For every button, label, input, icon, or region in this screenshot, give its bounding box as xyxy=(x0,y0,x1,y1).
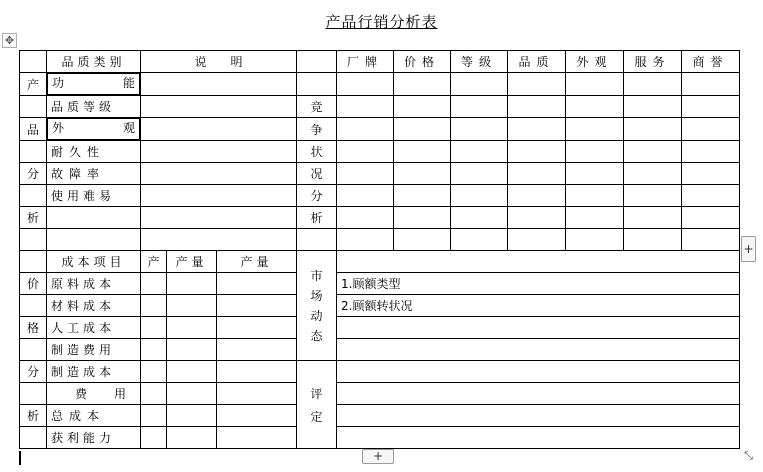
competition-cell[interactable] xyxy=(624,96,682,118)
description-cell[interactable] xyxy=(141,229,297,251)
quality-row-label-failure-rate[interactable]: 故障率 xyxy=(47,163,141,185)
price-side-char[interactable]: 分 xyxy=(20,361,47,383)
product-marketing-table xyxy=(19,50,740,449)
cost-cell[interactable] xyxy=(141,405,167,427)
competition-cell[interactable] xyxy=(624,229,682,251)
competition-cell[interactable] xyxy=(337,73,394,96)
competition-cell[interactable] xyxy=(394,141,451,163)
market-line[interactable]: 2.顾额转状况 xyxy=(337,295,740,317)
competition-cell[interactable] xyxy=(337,118,394,141)
competition-cell[interactable] xyxy=(508,163,566,185)
competition-cell[interactable] xyxy=(682,185,740,207)
cost-cell[interactable] xyxy=(217,295,297,317)
evaluation-side-char: 定 xyxy=(310,409,323,424)
quality-row-label-text xyxy=(52,74,135,94)
competition-cell[interactable] xyxy=(337,207,394,229)
cost-cell[interactable] xyxy=(141,383,167,405)
competition-cell[interactable] xyxy=(566,141,624,163)
cost-cell[interactable] xyxy=(141,295,167,317)
description-header[interactable]: 说 明 xyxy=(141,51,297,73)
table-resize-handle-icon[interactable]: ⤡ xyxy=(744,449,753,462)
product-side-cell[interactable] xyxy=(20,51,47,73)
competition-cell[interactable] xyxy=(508,207,566,229)
description-cell[interactable] xyxy=(141,163,297,185)
evaluation-line[interactable] xyxy=(337,405,740,427)
market-side-char: 动 xyxy=(310,309,323,323)
competition-header-service[interactable]: 服务 xyxy=(624,51,682,73)
competition-side-char[interactable]: 竞 xyxy=(297,96,337,118)
competition-cell[interactable] xyxy=(682,229,740,251)
price-side-cell[interactable] xyxy=(20,383,47,405)
quality-row-label-ease-of-use[interactable]: 使用难易 xyxy=(47,185,141,207)
add-row-button[interactable]: + xyxy=(362,449,394,464)
description-cell[interactable] xyxy=(141,118,297,141)
competition-cell[interactable] xyxy=(566,96,624,118)
quality-row-label-function[interactable] xyxy=(47,73,140,95)
label-glyph: 外 xyxy=(52,121,65,135)
competition-cell[interactable] xyxy=(337,141,394,163)
cost-cell[interactable] xyxy=(217,361,297,383)
cost-header-c[interactable]: 产量 xyxy=(217,251,297,273)
competition-side-char[interactable]: 分 xyxy=(297,185,337,207)
competition-cell[interactable] xyxy=(682,163,740,185)
cost-cell[interactable] xyxy=(167,405,217,427)
competition-cell[interactable] xyxy=(451,207,508,229)
quality-row-label-durability[interactable]: 耐久性 xyxy=(47,141,141,163)
competition-cell[interactable] xyxy=(394,163,451,185)
market-side-char: 场 xyxy=(310,289,323,303)
product-side-cell[interactable] xyxy=(20,229,47,251)
competition-cell[interactable] xyxy=(394,73,451,96)
competition-cell[interactable] xyxy=(566,73,624,96)
competition-header-brand[interactable]: 厂牌 xyxy=(337,51,394,73)
competition-cell[interactable] xyxy=(508,185,566,207)
cost-cell[interactable] xyxy=(217,383,297,405)
document-title: 产品行销分析表 xyxy=(325,13,438,31)
competition-side-char[interactable]: 况 xyxy=(297,163,337,185)
competition-side-cell[interactable] xyxy=(297,73,337,96)
text-cursor xyxy=(19,451,21,465)
description-cell[interactable] xyxy=(141,207,297,229)
quality-category-header[interactable]: 品质类别 xyxy=(47,51,141,73)
competition-cell[interactable] xyxy=(451,141,508,163)
label-glyph: 费 xyxy=(75,387,88,401)
evaluation-line[interactable] xyxy=(337,427,740,449)
cost-cell[interactable] xyxy=(167,339,217,361)
product-side-cell[interactable] xyxy=(20,185,47,207)
competition-cell[interactable] xyxy=(566,185,624,207)
competition-cell[interactable] xyxy=(337,163,394,185)
evaluation-side-label[interactable] xyxy=(297,361,337,449)
cost-cell[interactable] xyxy=(167,361,217,383)
competition-cell[interactable] xyxy=(682,73,740,96)
product-side-char[interactable]: 析 xyxy=(20,207,47,229)
product-side-char[interactable]: 产 xyxy=(20,73,47,96)
competition-cell[interactable] xyxy=(624,141,682,163)
product-side-cell[interactable] xyxy=(20,141,47,163)
evaluation-line[interactable] xyxy=(337,383,740,405)
competition-header-grade[interactable]: 等级 xyxy=(451,51,508,73)
competition-cell[interactable] xyxy=(566,163,624,185)
competition-cell[interactable] xyxy=(394,118,451,141)
competition-cell[interactable] xyxy=(451,96,508,118)
competition-cell[interactable] xyxy=(508,73,566,96)
label-glyph: 能 xyxy=(122,76,135,90)
label-glyph: 用 xyxy=(113,387,126,401)
competition-header-goodwill[interactable]: 商誉 xyxy=(682,51,740,73)
competition-header-quality[interactable]: 品质 xyxy=(508,51,566,73)
competition-cell[interactable] xyxy=(682,207,740,229)
cost-cell[interactable] xyxy=(217,405,297,427)
price-side-cell[interactable] xyxy=(20,339,47,361)
cost-cell[interactable] xyxy=(141,317,167,339)
competition-cell[interactable] xyxy=(451,185,508,207)
market-line[interactable]: 1.顾额类型 xyxy=(337,273,740,295)
cost-cell[interactable] xyxy=(217,339,297,361)
competition-side-char[interactable]: 争 xyxy=(297,118,337,141)
cost-row-label[interactable]: 人工成本 xyxy=(47,317,141,339)
label-glyph: 功 xyxy=(52,76,65,90)
quality-row-empty[interactable] xyxy=(47,207,141,229)
cost-cell[interactable] xyxy=(217,273,297,295)
cost-header-a[interactable]: 产 xyxy=(141,251,167,273)
cost-row-label[interactable]: 原料成本 xyxy=(47,273,141,295)
competition-cell[interactable] xyxy=(451,73,508,96)
price-side-char[interactable]: 价 xyxy=(20,273,47,295)
competition-cell[interactable] xyxy=(508,229,566,251)
cost-cell[interactable] xyxy=(167,317,217,339)
quality-row-empty[interactable] xyxy=(47,229,141,251)
product-side-char[interactable]: 分 xyxy=(20,163,47,185)
cost-cell[interactable] xyxy=(167,295,217,317)
price-side-cell[interactable] xyxy=(20,295,47,317)
competition-cell[interactable] xyxy=(508,141,566,163)
description-cell[interactable] xyxy=(141,73,297,96)
competition-side-cell[interactable] xyxy=(297,51,337,73)
competition-cell[interactable] xyxy=(337,185,394,207)
cost-row-label-expense[interactable] xyxy=(47,383,141,405)
cost-row-label[interactable]: 总成本 xyxy=(47,405,141,427)
cost-row-label-text xyxy=(75,385,126,402)
label-glyph: 观 xyxy=(122,121,135,135)
cost-cell[interactable] xyxy=(167,383,217,405)
price-side-cell[interactable] xyxy=(20,427,47,449)
quality-row-label-appearance[interactable] xyxy=(47,118,140,140)
competition-cell[interactable] xyxy=(566,229,624,251)
add-column-button[interactable]: + xyxy=(741,236,756,262)
cost-row-label[interactable]: 材料成本 xyxy=(47,295,141,317)
competition-cell[interactable] xyxy=(337,96,394,118)
competition-cell[interactable] xyxy=(624,185,682,207)
competition-cell[interactable] xyxy=(682,141,740,163)
cost-header-b[interactable]: 产量 xyxy=(167,251,217,273)
competition-cell[interactable] xyxy=(394,185,451,207)
cost-row-label[interactable]: 制造费用 xyxy=(47,339,141,361)
competition-side-char[interactable]: 析 xyxy=(297,207,337,229)
competition-header-price[interactable]: 价格 xyxy=(394,51,451,73)
product-side-cell[interactable] xyxy=(20,96,47,118)
cost-cell[interactable] xyxy=(167,273,217,295)
competition-side-cell[interactable] xyxy=(297,229,337,251)
product-side-char[interactable]: 品 xyxy=(20,118,47,141)
competition-cell[interactable] xyxy=(337,229,394,251)
table-move-handle-icon[interactable]: ✥ xyxy=(2,33,17,48)
competition-cell[interactable] xyxy=(566,118,624,141)
cost-row-label[interactable]: 制造成本 xyxy=(47,361,141,383)
market-line[interactable] xyxy=(337,339,740,361)
description-cell[interactable] xyxy=(141,96,297,118)
competition-cell[interactable] xyxy=(682,96,740,118)
description-cell[interactable] xyxy=(141,141,297,163)
competition-header-appearance[interactable]: 外观 xyxy=(566,51,624,73)
quality-row-label-text xyxy=(52,119,135,139)
market-side-label[interactable] xyxy=(297,251,337,361)
price-side-char[interactable]: 析 xyxy=(20,405,47,427)
quality-row-label-grade[interactable]: 品质等级 xyxy=(47,96,141,118)
competition-cell[interactable] xyxy=(682,118,740,141)
competition-cell[interactable] xyxy=(624,163,682,185)
price-side-cell[interactable] xyxy=(20,251,47,273)
competition-cell[interactable] xyxy=(394,96,451,118)
market-side-char: 态 xyxy=(310,329,323,343)
cost-item-header[interactable]: 成本项目 xyxy=(47,251,141,273)
competition-cell[interactable] xyxy=(394,229,451,251)
competition-cell[interactable] xyxy=(508,96,566,118)
competition-cell[interactable] xyxy=(394,207,451,229)
competition-cell[interactable] xyxy=(624,118,682,141)
evaluation-line[interactable] xyxy=(337,361,740,383)
cost-cell[interactable] xyxy=(167,427,217,449)
competition-cell[interactable] xyxy=(451,163,508,185)
cost-row-label[interactable]: 获利能力 xyxy=(47,427,141,449)
market-line[interactable] xyxy=(337,251,740,273)
cost-cell[interactable] xyxy=(141,273,167,295)
market-line[interactable] xyxy=(337,317,740,339)
evaluation-side-char: 评 xyxy=(310,386,323,401)
competition-cell[interactable] xyxy=(451,118,508,141)
cost-cell[interactable] xyxy=(141,427,167,449)
cost-cell[interactable] xyxy=(217,317,297,339)
cost-cell[interactable] xyxy=(141,339,167,361)
market-side-char: 市 xyxy=(310,269,323,283)
competition-side-char[interactable]: 状 xyxy=(297,141,337,163)
competition-cell[interactable] xyxy=(624,207,682,229)
price-side-char[interactable]: 格 xyxy=(20,317,47,339)
competition-cell[interactable] xyxy=(624,73,682,96)
competition-cell[interactable] xyxy=(451,229,508,251)
cost-cell[interactable] xyxy=(141,361,167,383)
description-cell[interactable] xyxy=(141,185,297,207)
cost-cell[interactable] xyxy=(217,427,297,449)
competition-cell[interactable] xyxy=(566,207,624,229)
competition-cell[interactable] xyxy=(508,118,566,141)
